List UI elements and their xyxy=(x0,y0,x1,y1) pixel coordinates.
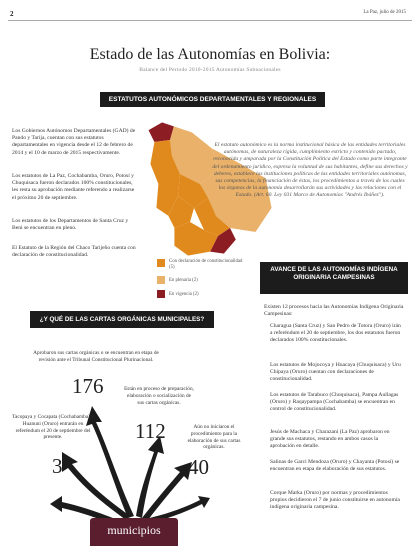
page-subtitle: Balance del Periodo 2010-2015 Autonomías Subnacionales xyxy=(139,67,281,73)
legend-label-in-force: En vigencia (2) xyxy=(169,292,199,297)
stat-112-text: Están en proceso de preparación, elaboración o socialización de sus cartas orgánicas. xyxy=(124,386,194,406)
paragraph-santa-cruz-beni: Los estatutos de los Departamentos de Santa Cruz y Beni se encuentran en pleno. xyxy=(12,218,129,232)
page-title: Estado de las Autonomías en Bolivia: xyxy=(89,46,331,63)
stat-3-number: 3 xyxy=(52,454,63,478)
section-heading-statutes: ESTATUTOS AUTONÓMICOS DEPARTAMENTALES Y REGIONALES xyxy=(100,92,325,107)
legend-swatch-plenary xyxy=(157,276,165,284)
dateline: La Paz, julio de 2015 xyxy=(363,10,406,15)
paragraph-corque-marka: Corque Marka (Oruro) por normas y procedimientos propios decidieron el 7 de junio constituirse en autonomía indígena originaria campesina. xyxy=(270,490,400,511)
legend-label-plenary: En plenaria (2) xyxy=(169,278,198,283)
statute-definition-quote: El estatuto autonómico es la norma institucional básica de las entidades territoriales autónomas, de naturaleza rígida, cumplimiento estricto y contenido pactado, reconocida y amparada por la Constitución Política del Estado como parte integrante del ordenamiento jurídico, expresa la voluntad de sus habitantes, define sus derechos y deberes, establece las instituciones políticas de las entidades territoriales autónomas, sus competencias, la financiación de éstas, los procedimientos a través de los cuales los órganos de la autonomía desarrollarán sus actividades y las relaciones con el Estado. (Art. 60. Ley 031 Marco de Autonomías "Andrés Ibáñez"). xyxy=(212,142,408,199)
legend-label-declared: Con declaración de constitucionalidad (5) xyxy=(169,259,243,270)
stat-176-number: 176 xyxy=(72,374,104,398)
legend-swatch-in-force xyxy=(157,290,165,298)
paragraph-aioc-intro: Existen 12 procesos hacia las Autonomías Indígena Originaria Campesinas: xyxy=(264,304,404,318)
stat-176-text: Aprobaron sus cartas orgánicas o se encuentran en etapa de revisión ante el Tribunal Constitucional Plurinacional. xyxy=(33,350,159,363)
paragraph-jesus-machaca: Jesús de Machaca y Charazani (La Paz) aprobaron en grande sus estatutos, restando en ambos casos la aprobación en detalle. xyxy=(270,429,390,450)
paragraph-pando-tarija: Los Gobiernos Autónomos Departamentales (GAD) de Pando y Tarija, cuentan con sus estatutos departamentales en vigencia desde el 12 de febrero de 2014 y el 10 de marzo de 2015 respectivamente. xyxy=(12,128,136,156)
arrow-112 xyxy=(136,436,164,518)
legend-swatch-declared xyxy=(157,259,165,267)
paragraph-charagua-totora: Charagua (Santa Cruz) y San Pedro de Totora (Oruro) irán a referéndum el 20 de septiembre, los dos estatutos fueron declarados 100% constitucionales. xyxy=(270,323,401,344)
section-heading-municipal-charters: ¿Y QUÉ DE LAS CARTAS ORGÁNICAS MUNICIPALES? xyxy=(30,311,214,328)
paragraph-tarabuco: Los estatutos de Tarabuco (Chuquisaca), Pampa Aullagas (Oruro) y Raqaypampa (Cochabamba) se encuentran en control de constitucionalidad. xyxy=(270,392,399,413)
paragraph-referendum-statutes: Los estatutos de La Paz, Cochabamba, Oruro, Potosí y Chuquisaca fueron declarados 100% constitucionales, les resta su aprobación mediante referendo a realizarse el próximo 20 de septiembre. xyxy=(12,173,135,201)
municipios-label: municipios xyxy=(90,518,178,546)
stat-3-text: Tacopaya y Cocapata (Cochabamba) y Huanuni (Oruro) entrarán en referéndum el 20 de septiembre del presente. xyxy=(12,414,94,441)
paragraph-mojocoya-huacaya: Los estatutos de Mojocoya y Huacaya (Chuquisaca) y Uru Chipaya (Oruro) cuentan con declaraciones de constitucionalidad. xyxy=(270,362,401,383)
header-rule xyxy=(8,20,412,21)
stat-40-number: 40 xyxy=(188,455,209,479)
stat-112-number: 112 xyxy=(135,419,166,443)
section-heading-indigenous: AVANCE DE LAS AUTONOMÍAS INDÍGENA ORIGINARIA CAMPESINAS xyxy=(260,262,408,294)
paragraph-salinas: Salinas de Garci Mendoza (Oruro) y Chayanta (Potosí) se encuentran en etapa de elaboración de sus estatutos. xyxy=(270,459,400,473)
page-number: 2 xyxy=(10,10,14,18)
stat-40-text: Aún no iniciaron el procedimiento para la elaboración de sus cartas orgánicas. xyxy=(187,424,241,451)
paragraph-chaco: El Estatuto de la Región del Chaco Tarijeño cuenta con declaración de constitucionalidad. xyxy=(12,245,136,259)
